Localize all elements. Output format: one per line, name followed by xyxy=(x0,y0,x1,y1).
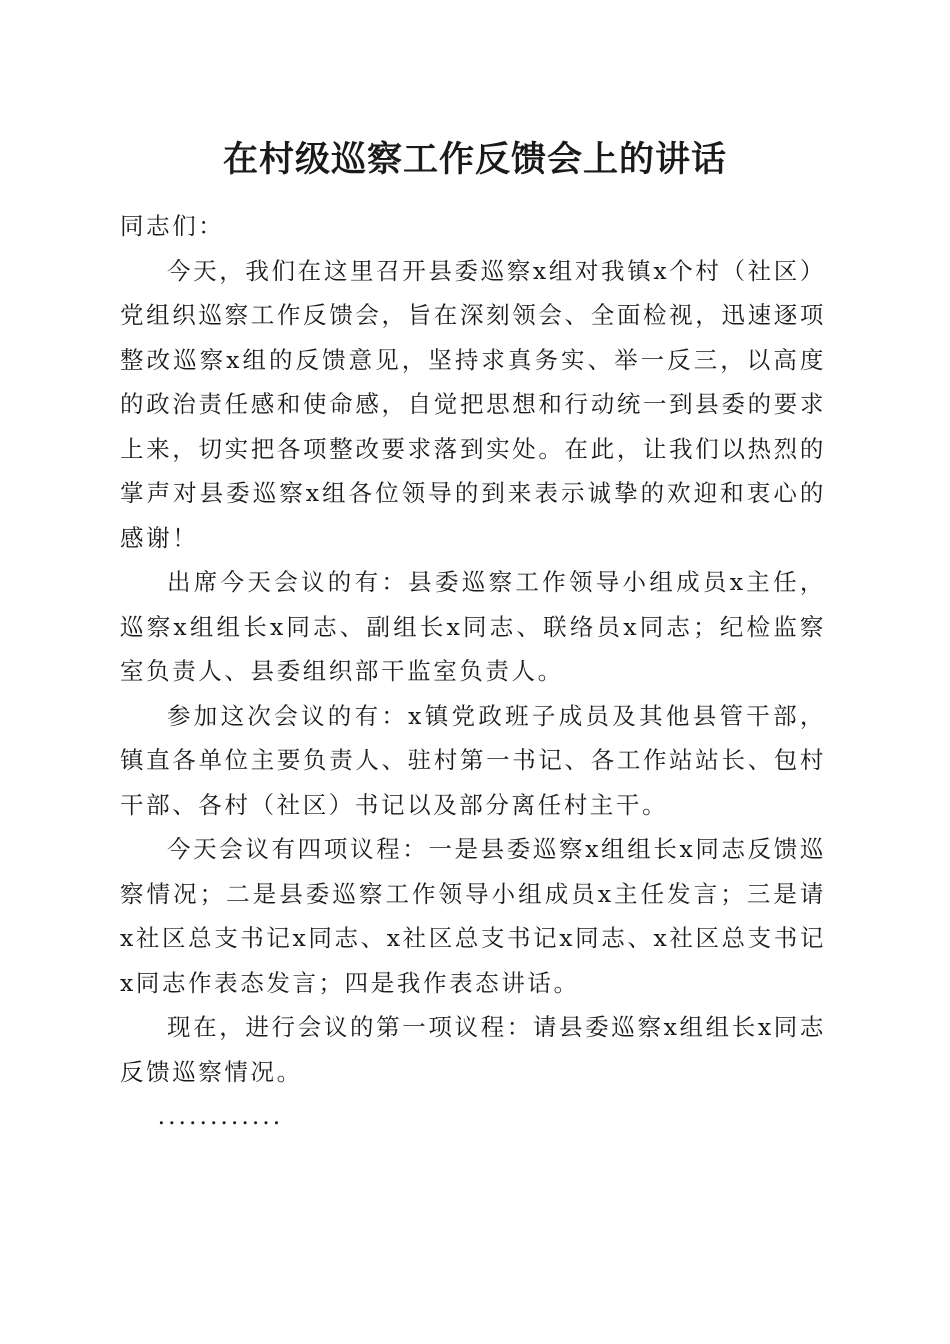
salutation: 同志们： xyxy=(120,212,225,240)
document-body xyxy=(120,204,826,1139)
paragraph-attendees-present: 出席今天会议的有：县委巡察工作领导小组成员x主任，巡察x组组长x同志、副组长x同志、联络员x同志；纪检监察室负责人、县委组织部干监室负责人。 xyxy=(120,568,826,685)
paragraph-agenda: 今天会议有四项议程：一是县委巡察x组组长x同志反馈巡察情况；二是县委巡察工作领导小组成员x主任发言；三是请x社区总支书记x同志、x社区总支书记x同志、x社区总支书记x同志作表态发言；四是我作表态讲话。 xyxy=(120,835,826,997)
paragraph-participants: 参加这次会议的有：x镇党政班子成员及其他县管干部，镇直各单位主要负责人、驻村第一书记、各工作站站长、包村干部、各村（社区）书记以及部分离任村主干。 xyxy=(120,701,826,819)
paragraph-first-item: 现在，进行会议的第一项议程：请县委巡察x组组长x同志反馈巡察情况。 xyxy=(120,1013,826,1086)
paragraph-opening: 今天，我们在这里召开县委巡察x组对我镇x个村（社区）党组织巡察工作反馈会，旨在深刻领会、全面检视，迅速逐项整改巡察x组的反馈意见，坚持求真务实、举一反三，以高度的政治责任感和使命感，自觉把思想和行动统一到县委的要求上来，切实把各项整改要求落到实处。在此，让我们以热烈的掌声对县委巡察x组各位领导的到来表示诚挚的欢迎和衷心的感谢！ xyxy=(120,256,826,552)
ellipsis: ............ xyxy=(157,1102,284,1130)
document-title: 在村级巡察工作反馈会上的讲话 xyxy=(222,139,727,180)
